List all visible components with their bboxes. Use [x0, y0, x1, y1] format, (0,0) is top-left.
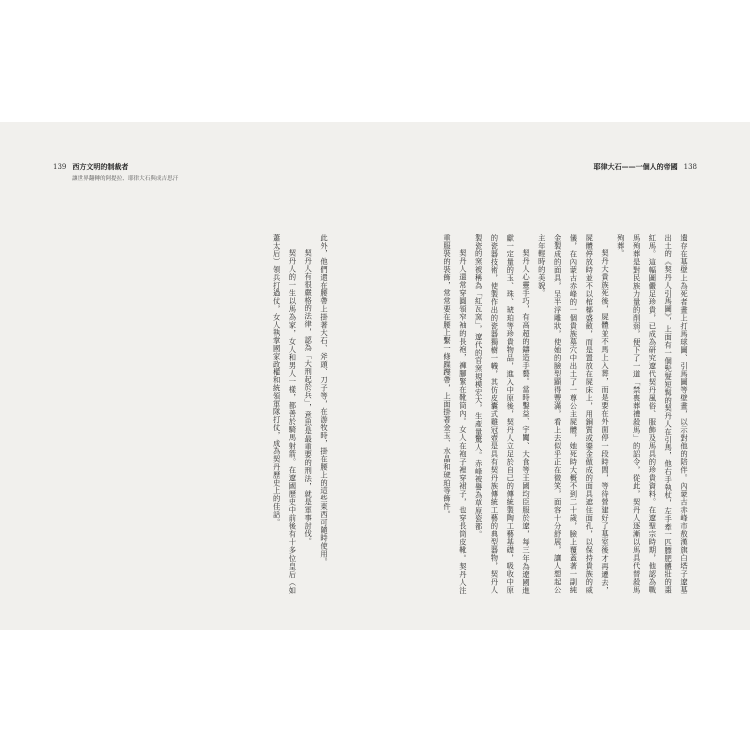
book-subtitle: 讓世界翻轉的阿提拉、耶律大石與成吉思汗	[72, 176, 179, 182]
paragraph: 遺存在墓壁上為死者畫上打馬球圖、引馬圖等壁畫，以示對他的陪伴。內蒙古赤峰市敖漢旗白塔子遼墓出土的《契丹人引馬圖》，上面有一個髡髮短髯的契丹人在引馬，他右手執杖，左手牽一匹膘肥體壯的棗紅馬。這幅圖儼足珍貴，已成為研究遼代契丹風俗、服飾及馬具的珍貴資料。在遼聖宗時期，他認為戰馬殉葬是對民族力量的削弱，便下了一道「禁喪葬禮殺馬」的詔令，從此，契丹人逐漸以馬具代替殺馬殉葬。	[616, 234, 689, 594]
right-page-number: 138	[683, 163, 697, 171]
paragraph: 契丹大貴族死後，屍體並不馬上入葬，而是要在外面停一段時間，等待營建好了墓室後才再遷去，屍體停放時並不以棺槨盛斂，而是置放在屍床上，用銅質或鎏金做成的面具遮住面孔，以保持貴族的威儀，在內蒙古赤峰的一個貴族墓穴中出土了一尊公主屍體，她死時大概不到二十歲，臉上覆蓋著一副純金製成的面具，呈半浮雕狀，使她的臉型顯得豐滿，看上去似乎正在微笑，面容十分舒展，讓人想起公主年輕時的美貌。	[537, 234, 611, 594]
paragraph: 契丹人還常穿圓領窄袖的長袍，褲腳緊在靴筒內。女人在袍子裡穿裙子，也穿長筒皮靴。契丹人注重服裝的裝飾，常常要在腰上繫一條蹀躞帶，上面掛著金玉、水晶和琥珀等飾件。	[443, 234, 468, 594]
chapter-title: 耶律大石——一個人的帝國	[593, 162, 678, 171]
book-title: 西方文明的制裁者	[72, 162, 129, 171]
paragraph: 契丹人心靈手巧，有高超的鑄造手藝。當時鑿益、宇闐、大食等王國均臣服於遼，每三年為遼國進獻一定量的玉、珠、琥珀等珍貴物品，進入中原後，契丹人立足於自己的傳統製陶工藝基礎，吸收中原的瓷器技術，使製作出的瓷器獨樹一幟，其仿皮囊式雞冠壺是具有契丹族傳統工藝的典型器物，契丹人製瓷的窯被稱為「紅瓦窯」，遼代的官窯規模宏大，生產量驚人。赤峰被譽為草原瓷都。	[474, 234, 532, 594]
right-page-body	[420, 234, 692, 594]
left-page-number: 139	[53, 163, 67, 171]
paragraph: 契丹人的一生以馬為家，女人和男人一樣，都善於騎馬射箭。在遼國歷史中前後有十多位皇后（如蕭太后）領兵打過仗，女人執掌國家政權和統領軍隊打仗，成為契丹歷史上的佳話。	[272, 234, 298, 594]
paragraph: 契丹人有很嚴格的法律，認為「大刑起於兵」，意思是最重要的刑法，就是軍事討伐。	[304, 248, 314, 546]
left-page-header	[53, 162, 178, 182]
paragraph: 此外，他們還在腰帶上掛著大石、斧頭、刀子等，在游牧時，掛在腰上的這些東西可隨時使用。	[320, 234, 329, 566]
right-page-header	[594, 162, 697, 172]
left-page-body	[262, 234, 332, 594]
